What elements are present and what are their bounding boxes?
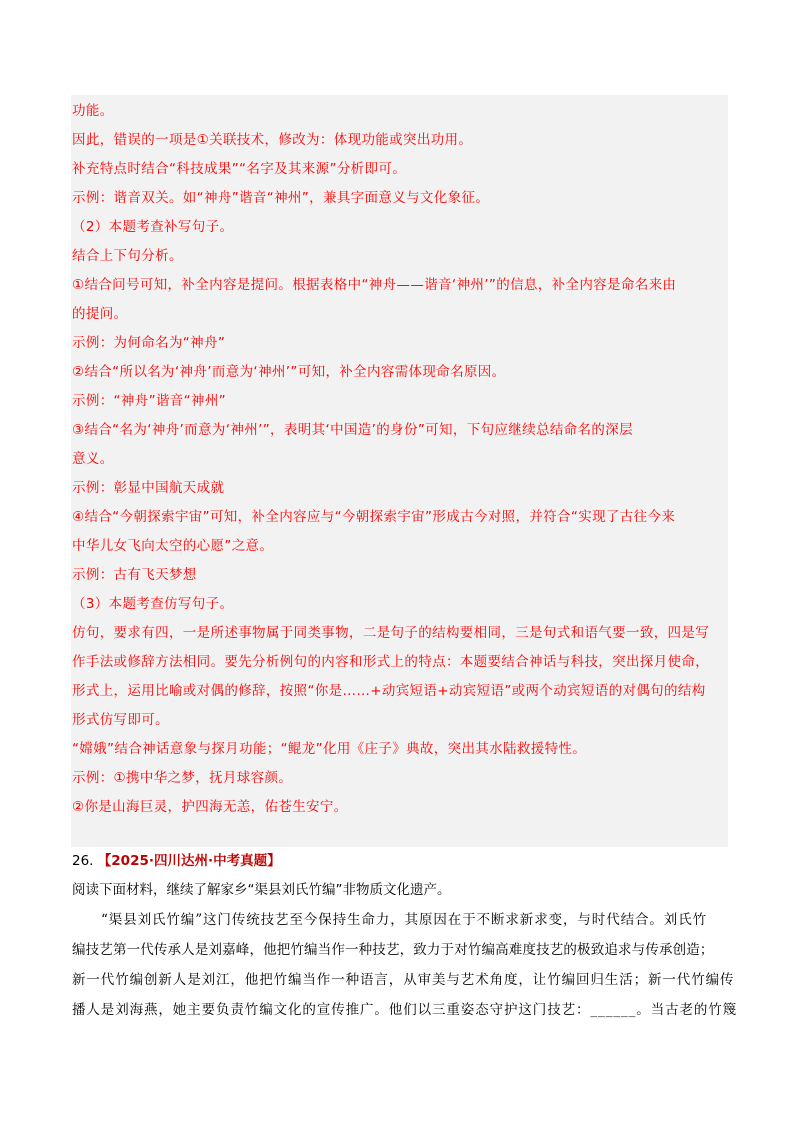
answer-line: 中华儿女飞向太空的心愿”之意。 [72,538,274,554]
answer-line: 功能。 [72,103,114,119]
answer-line: 示例：彰显中国航天成就 [72,480,225,496]
answer-line: “嫦娥”结合神话意象与探月功能；“鲲龙”化用《庄子》典故，突出其水陆救援特性。 [72,741,587,757]
passage-line: 新一代竹编创新人是刘江，他把竹编当作一种语言，从审美与艺术角度，让竹编回归生活；新一代竹编传 [72,972,735,988]
answer-line: 示例：①携中华之梦，抚月球容颜。 [72,770,293,786]
answer-line: 示例：古有飞天梦想 [72,567,197,583]
question-header [72,851,281,871]
passage-line: 编技艺第一代传承人是刘嘉峰，他把竹编当作一种技艺，致力于对竹编高难度技艺的极致追求与传承创造； [72,942,714,958]
answer-line: （2）本题考查补写句子。 [72,219,234,235]
answer-line: ②你是山海巨灵，护四海无恙，佑苍生安宁。 [72,799,348,815]
question-instruction: 阅读下面材料，继续了解家乡“渠县刘氏竹编”非物质文化遗产。 [72,882,451,898]
answer-line: 示例：谐音双关。如“神舟”谐音“神州”，兼具字面意义与文化象征。 [72,190,490,206]
answer-line: 补充特点时结合“科技成果”“名字及其来源”分析即可。 [72,161,407,177]
answer-line: ②结合“所以名为‘神舟’而意为‘神州’”可知，补全内容需体现命名原因。 [72,364,506,380]
answer-line: ④结合“今朝探索宇宙”可知，补全内容应与“今朝探索宇宙”形成古今对照，并符合“实现了古往今来 [72,509,676,525]
answer-line: ③结合“名为‘神舟’而意为‘神州’”，表明其‘中国造’的身份”可知，下句应继续总结命名的深层 [72,422,633,438]
answer-line: 的提问。 [72,306,128,322]
passage-line: “渠县刘氏竹编”这门传统技艺至今保持生命力，其原因在于不断求新求变，与时代结合。刘氏竹 [101,912,708,928]
question-source: 【2025·四川达州·中考真题】 [97,853,281,869]
answer-line: 仿句，要求有四，一是所述事物属于同类事物，二是句子的结构要相同，三是句式和语气要一致，四是写 [72,625,710,641]
answer-line: 结合上下句分析。 [72,248,183,264]
answer-line: ①结合问号可知，补全内容是提问。根据表格中“神舟——谐音‘神州’”的信息，补全内容是命名来由 [72,277,677,293]
answer-line: 形式上，运用比喻或对偶的修辞，按照“你是……+动宾短语+动宾短语”或两个动宾短语的对偶句的结构 [72,683,706,699]
passage-line: 播人是刘海燕，她主要负责竹编文化的宣传推广。他们以三重姿态守护这门技艺：______。当古老的竹篾 [72,1002,738,1018]
answer-line: （3）本题考查仿写句子。 [72,596,234,612]
question-number: 26. [72,853,94,869]
answer-line: 作手法或修辞方法相同。要先分析例句的内容和形式上的特点：本题要结合神话与科技，突出探月使命， [72,654,710,670]
answer-line: 意义。 [72,451,114,467]
answer-line: 形式仿写即可。 [72,712,169,728]
answer-line: 因此，错误的一项是①关联技术，修改为：体现功能或突出功用。 [72,132,473,148]
answer-line: 示例：“神舟”谐音“神州” [72,393,227,409]
answer-line: 示例：为何命名为“神舟” [72,335,226,351]
